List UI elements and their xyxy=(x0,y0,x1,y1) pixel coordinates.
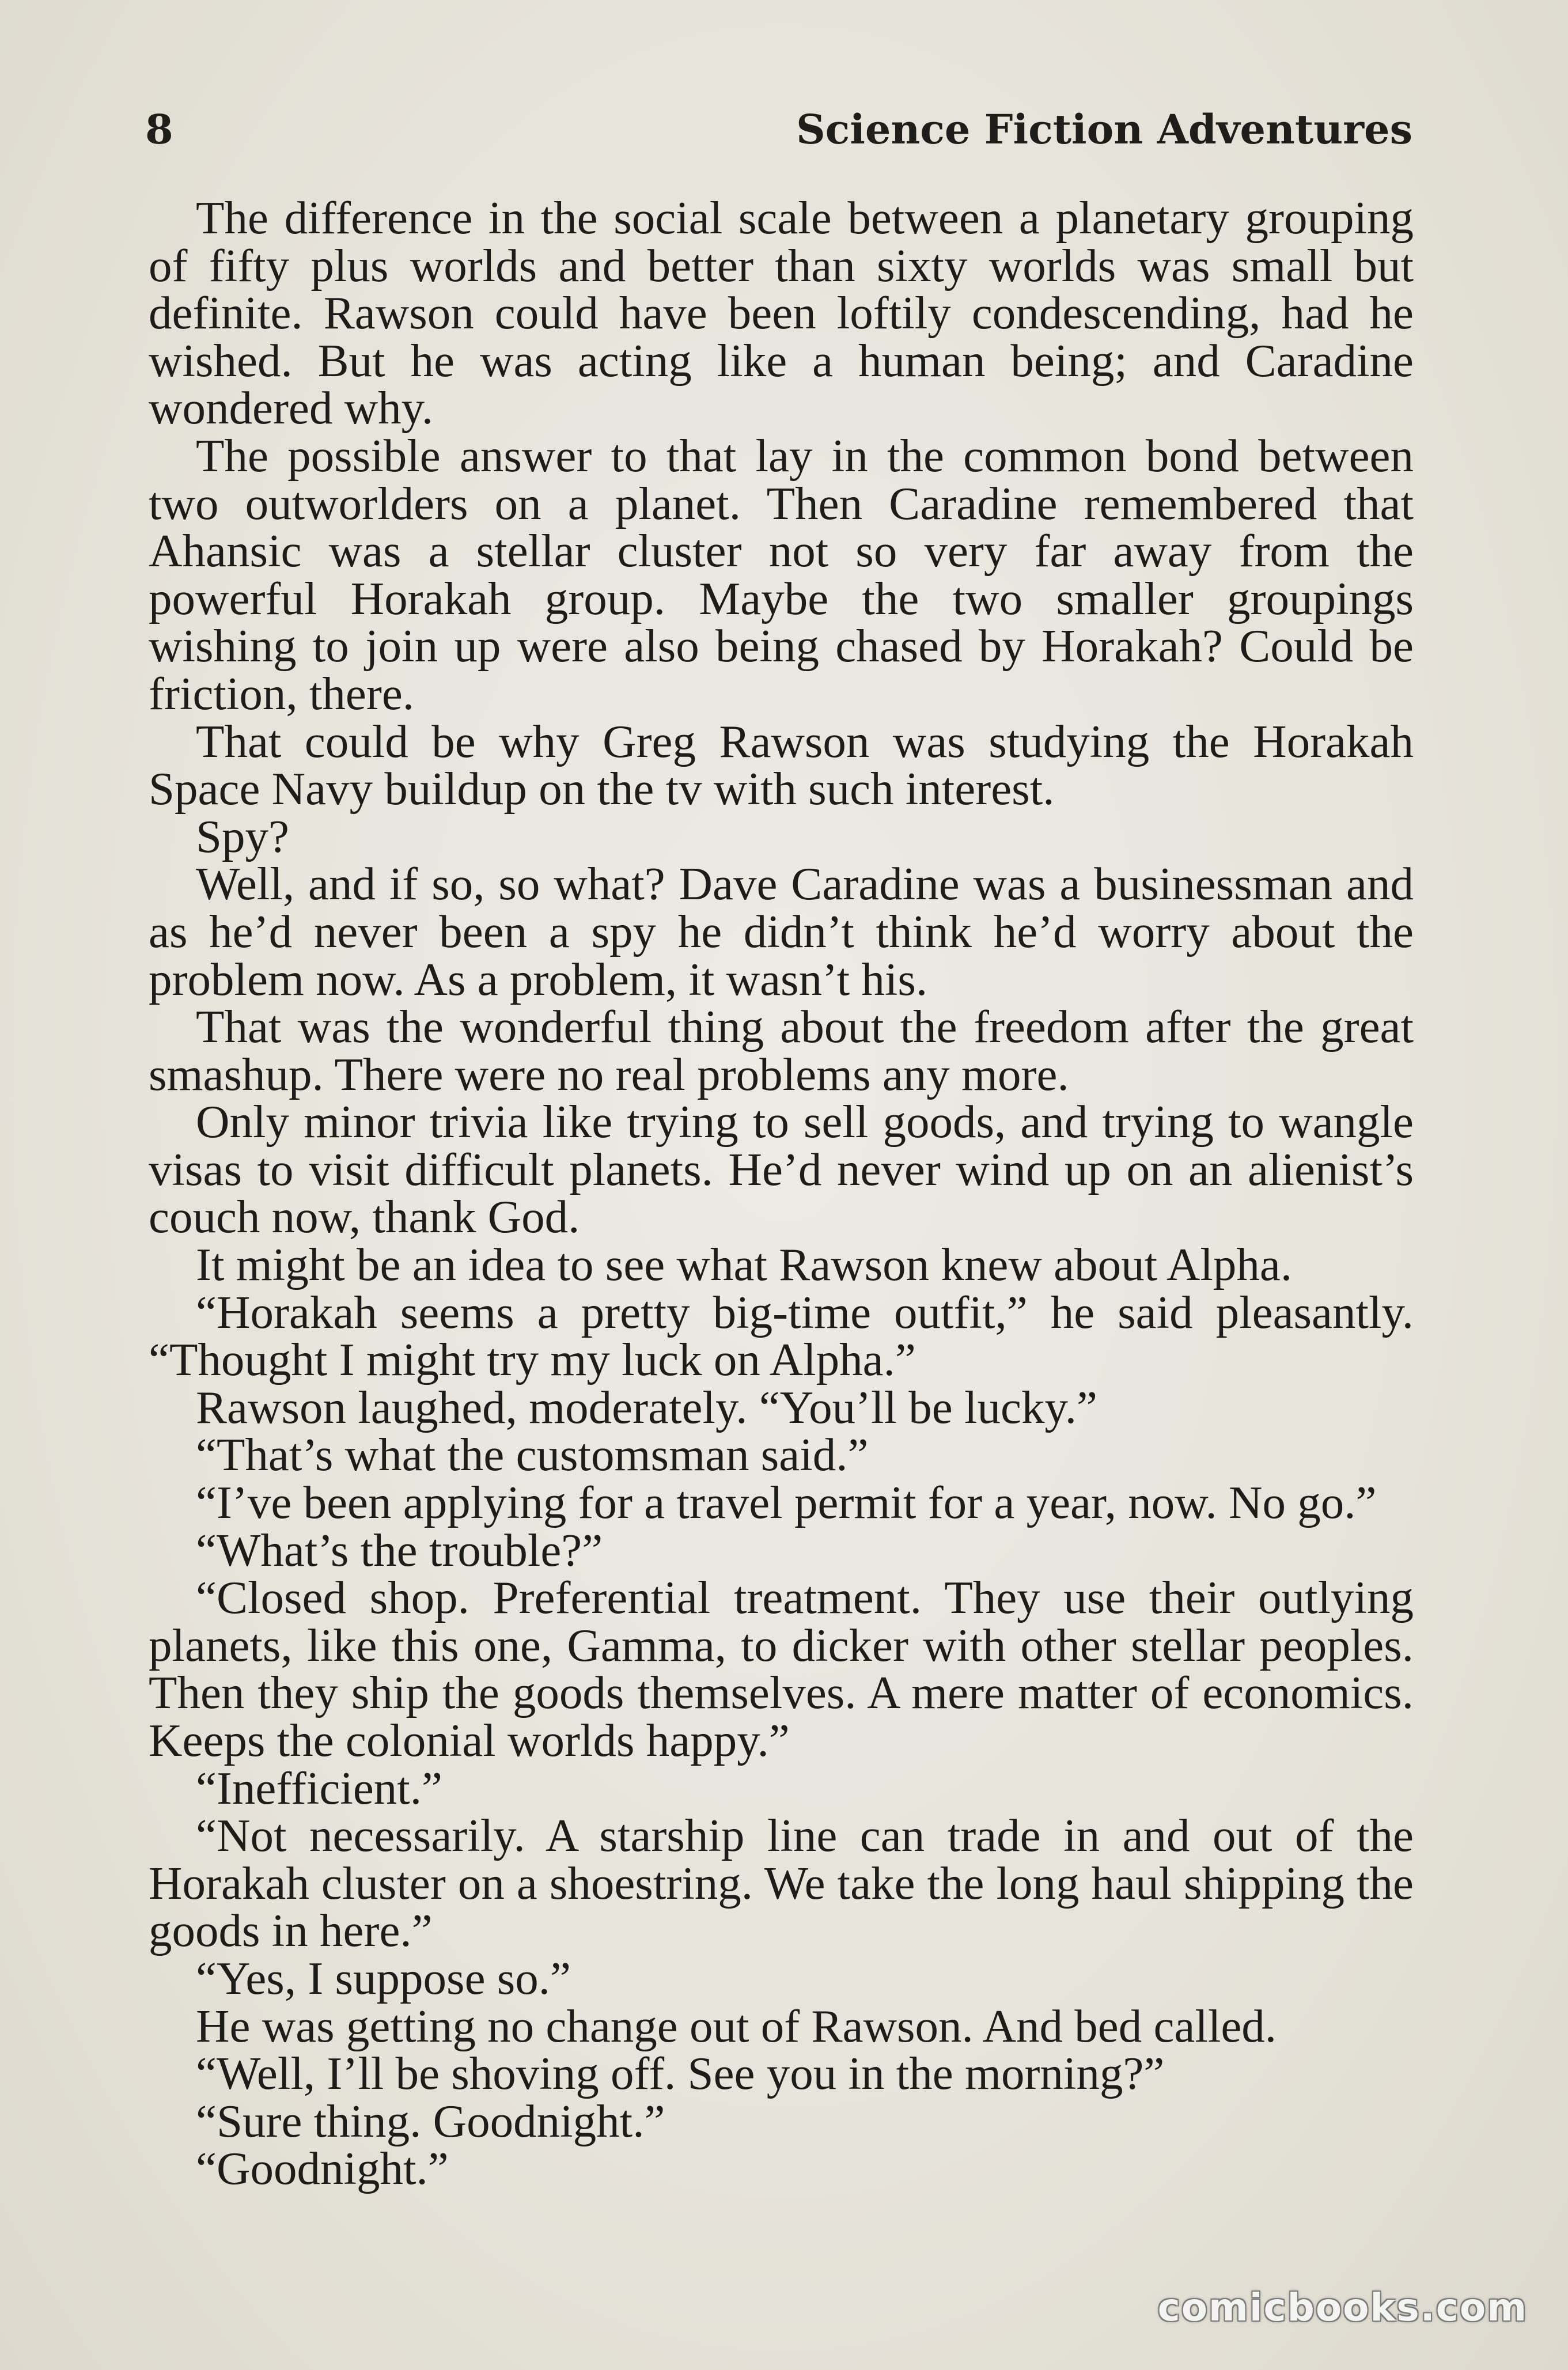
running-head: Science Fiction Adventures xyxy=(796,105,1412,153)
paragraph: “Well, I’ll be shoving off. See you in the morning?” xyxy=(196,2047,1165,2100)
paragraph: “What’s the trouble?” xyxy=(196,1524,603,1576)
paragraph: Only minor trivia like trying to sell goods, and trying to wangle visas to visit difficult planets. He’d never wind up on an alienist’s couch now, thank God. xyxy=(149,1096,1414,1243)
paragraph: “Goodnight.” xyxy=(196,2142,449,2195)
paragraph: Spy? xyxy=(196,810,289,862)
paragraph: “Not necessarily. A starship line can trade in and out of the Horakah cluster on a shoestring. We take the long haul shipping the goods in here.” xyxy=(149,1809,1414,1957)
watermark: comicbooks.com xyxy=(1157,2285,1528,2330)
paragraph: Rawson laughed, moderately. “You’ll be lucky.” xyxy=(196,1381,1097,1433)
paragraph: The possible answer to that lay in the common bond between two outworlders on a planet. Then Caradine remembered that Ahansic was a stellar cluster not so very far away from the powerful Horakah group. Maybe the two smaller groupings wishing to join up were also being chased by Horakah? Could be friction, there. xyxy=(149,429,1414,720)
page-header xyxy=(145,98,1412,161)
paragraph: Well, and if so, so what? Dave Caradine was a businessman and as he’d never been a spy he didn’t think he’d worry about the problem now. As a problem, it wasn’t his. xyxy=(149,858,1414,1005)
body-text xyxy=(149,194,1414,2193)
paragraph: That was the wonderful thing about the freedom after the great smashup. There were no real problems any more. xyxy=(149,1001,1414,1100)
paragraph: The difference in the social scale between a planetary grouping of fifty plus worlds and better than sixty worlds was small but definite. Rawson could have been loftily condescending, had he wished. But he was acting like a human being; and Caradine wondered why. xyxy=(149,192,1414,434)
page-number: 8 xyxy=(145,105,173,153)
paragraph: “Horakah seems a pretty big-time outfit,” he said pleasantly. “Thought I might try my luck on Alpha.” xyxy=(149,1286,1414,1386)
paragraph: “Closed shop. Preferential treatment. They use their outlying planets, like this one, Gamma, to dicker with other stellar peoples. Then they ship the goods themselves. A mere matter of economics. Keeps the colonial worlds happy.” xyxy=(149,1572,1414,1766)
paragraph: “I’ve been applying for a travel permit for a year, now. No go.” xyxy=(196,1476,1377,1529)
paragraph: He was getting no change out of Rawson. And bed called. xyxy=(196,2000,1277,2052)
paragraph: “Yes, I suppose so.” xyxy=(196,1952,571,2004)
paragraph: “That’s what the customsman said.” xyxy=(196,1429,869,1481)
paragraph: “Sure thing. Goodnight.” xyxy=(196,2095,665,2147)
paragraph: “Inefficient.” xyxy=(196,1762,442,1814)
paragraph: That could be why Greg Rawson was studying the Horakah Space Navy buildup on the tv with such interest. xyxy=(149,715,1414,815)
paragraph: It might be an idea to see what Rawson knew about Alpha. xyxy=(196,1239,1293,1291)
